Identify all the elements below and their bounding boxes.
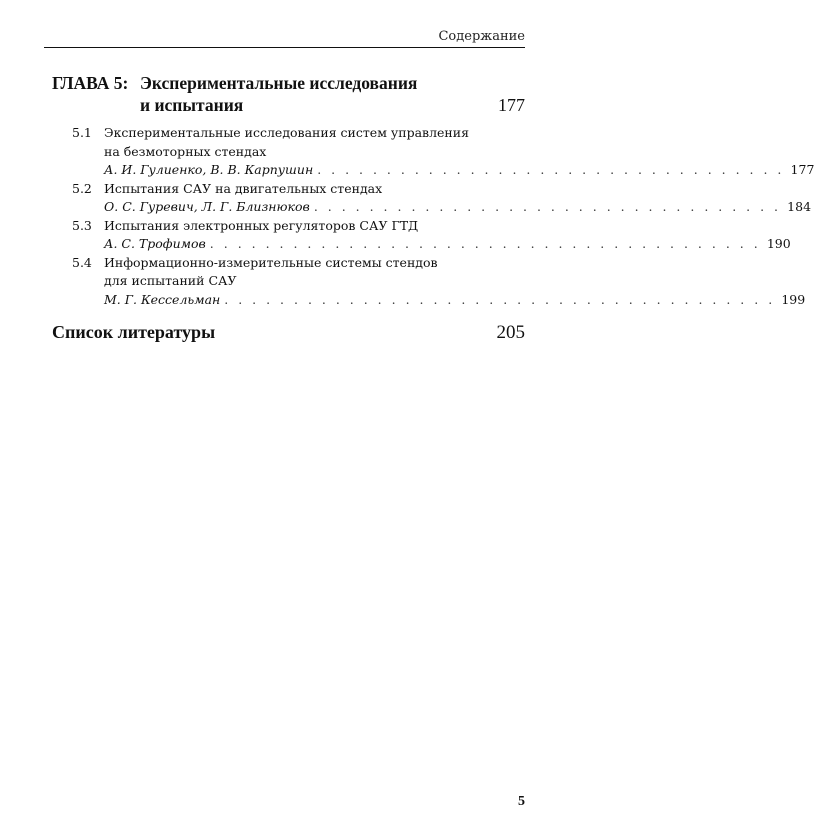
dot-leader: . . . . . . . . . . . . . . . . . . . . . . . . . . . . . . . . . . — [313, 199, 782, 214]
toc-entry-5-1[interactable] — [62, 124, 814, 180]
chapter-title-line2: и испытания — [140, 95, 244, 115]
chapter-prefix: ГЛАВА 5: — [52, 73, 129, 93]
section-title-line: для испытаний САУ — [104, 273, 237, 288]
folio-page-number: 5 — [518, 794, 525, 809]
section-title-line: Испытания САУ на двигательных стендах — [104, 180, 383, 196]
chapter-title-line1: Экспериментальные исследования — [140, 73, 418, 93]
section-authors: О. С. Гуревич, Л. Г. Близнюков — [104, 199, 310, 214]
section-number: 5.2 — [72, 180, 92, 196]
section-title-line: Информационно-измерительные системы стендов — [104, 254, 438, 270]
toc-entry-5-4[interactable] — [62, 254, 806, 310]
section-page-number: 199 — [781, 291, 806, 307]
section-authors: М. Г. Кессельман — [104, 291, 221, 307]
section-number: 5.1 — [72, 125, 92, 140]
section-title-line: на безмоторных стендах — [104, 143, 267, 159]
bibliography-heading[interactable]: Список литературы — [52, 322, 216, 342]
section-title-line: Экспериментальные исследования систем управления — [104, 125, 469, 140]
toc-entry-5-3[interactable] — [62, 217, 791, 254]
section-authors: А. С. Трофимов — [104, 236, 206, 251]
section-number: 5.3 — [72, 217, 92, 233]
dot-leader: . . . . . . . . . . . . . . . . . . . . . . . . . . . . . . . . . . . . . . . . — [224, 291, 776, 307]
author-line — [104, 235, 791, 254]
author-line — [104, 161, 814, 180]
section-page-number: 190 — [766, 236, 791, 251]
running-head: Содержание — [438, 29, 525, 44]
section-authors: А. И. Гулиенко, В. В. Карпушин — [104, 162, 314, 177]
author-line — [104, 198, 812, 217]
header-rule — [44, 47, 525, 48]
bibliography-page-number: 205 — [496, 322, 525, 343]
section-title-line: Испытания электронных регуляторов САУ ГТД — [104, 217, 419, 233]
chapter-page-number: 177 — [498, 95, 525, 115]
section-number: 5.4 — [72, 254, 92, 270]
author-line — [104, 291, 806, 310]
dot-leader: . . . . . . . . . . . . . . . . . . . . . . . . . . . . . . . . . . — [317, 162, 785, 177]
toc-entry-5-2[interactable] — [62, 180, 812, 217]
section-list — [62, 124, 814, 309]
section-page-number: 184 — [787, 199, 812, 214]
dot-leader: . . . . . . . . . . . . . . . . . . . . . . . . . . . . . . . . . . . . . . . . — [209, 236, 761, 251]
section-page-number: 177 — [790, 162, 814, 177]
